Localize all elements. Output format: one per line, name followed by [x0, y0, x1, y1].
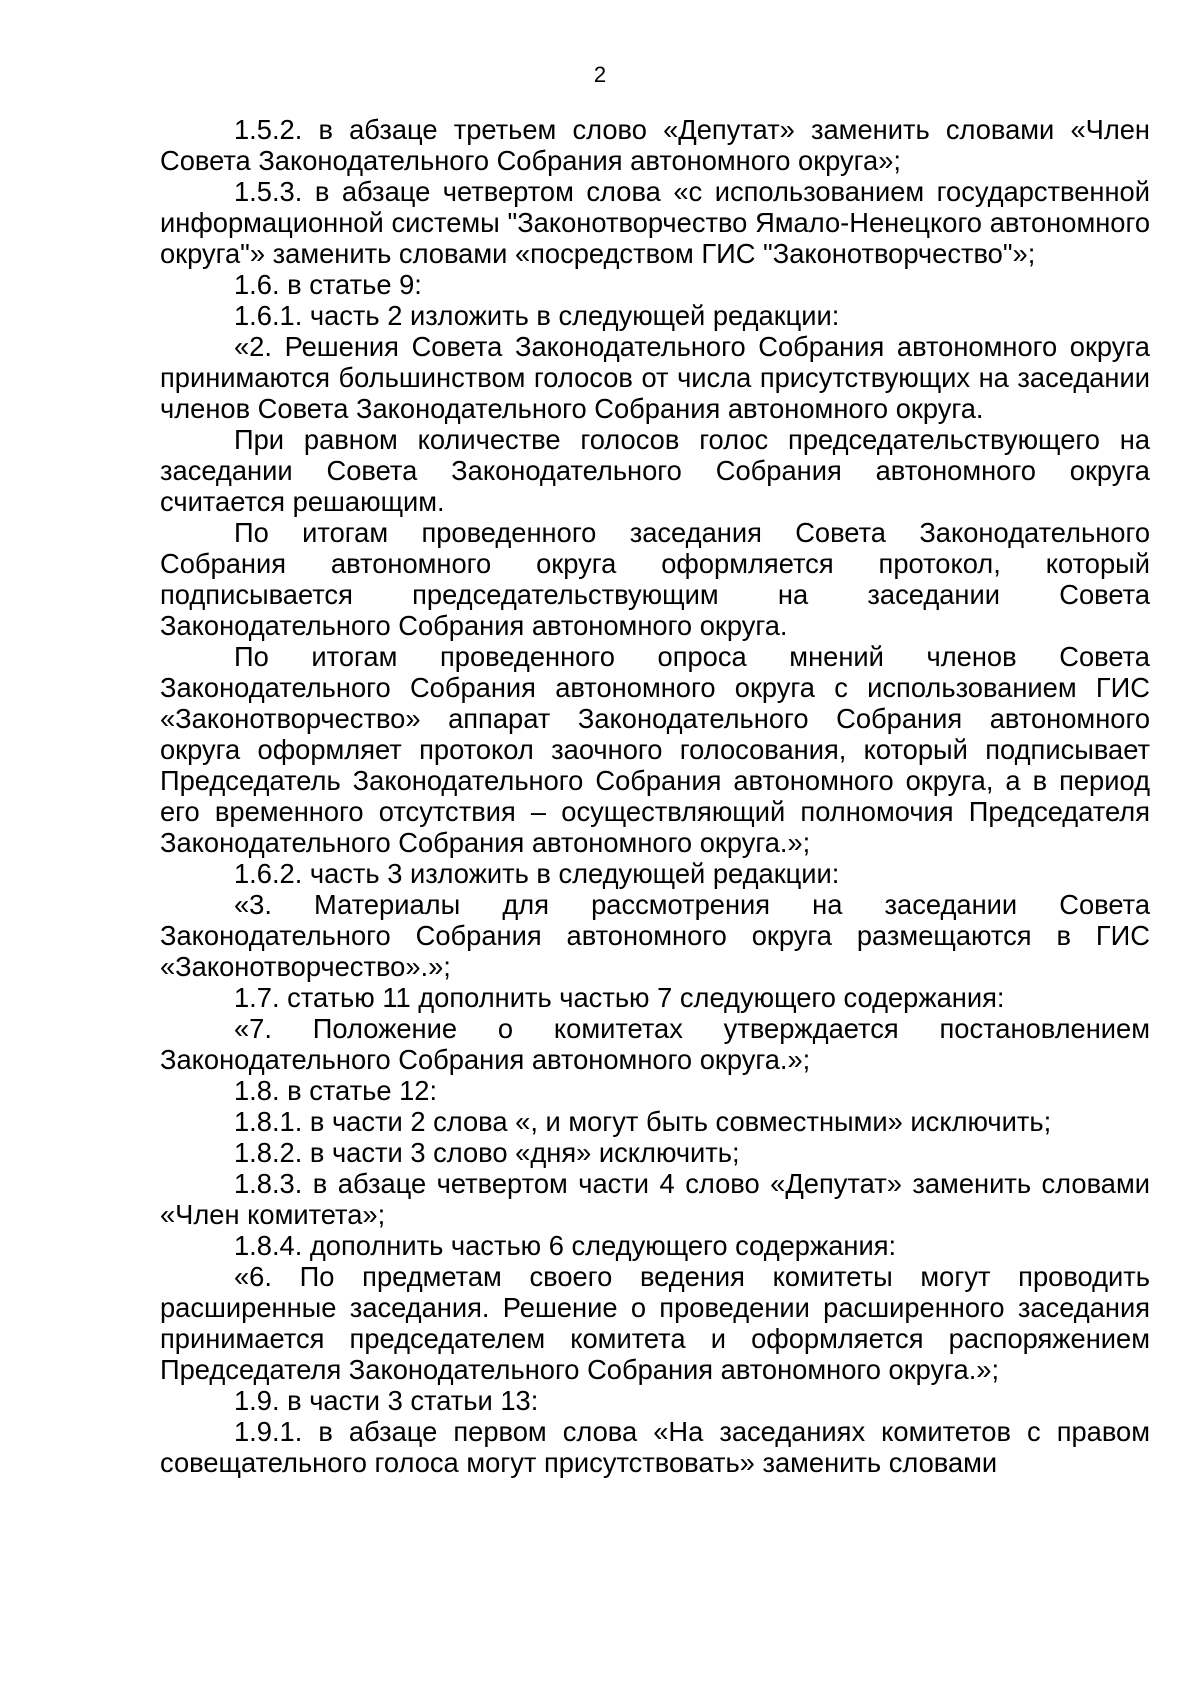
page-number: 2 — [593, 62, 607, 87]
paragraph-1-5-3: 1.5.3. в абзаце четвертом слова «с использованием государственной информационной системы "Законотворчество Ямало-Ненецкого автономного округа"» заменить словами «посредством ГИС "Законотворчество"»; — [160, 176, 1150, 269]
paragraph-part-2: «2. Решения Совета Законодательного Собрания автономного округа принимаются большинством голосов от числа присутствующих на заседании членов Совета Законодательного Собрания автономного округа. — [160, 331, 1150, 424]
paragraph-1-8-2: 1.8.2. в части 3 слово «дня» исключить; — [234, 1137, 740, 1168]
paragraph-1-6: 1.6. в статье 9: — [234, 269, 422, 300]
paragraph-1-5-2: 1.5.2. в абзаце третьем слово «Депутат» заменить словами «Член Совета Законодательного Собрания автономного округа»; — [160, 114, 1150, 176]
paragraph-1-8-4: 1.8.4. дополнить частью 6 следующего содержания: — [234, 1230, 897, 1261]
paragraph-equal-votes: При равном количестве голосов голос председательствующего на заседании Совета Законодательного Собрания автономного округа считается решающим. — [160, 424, 1150, 517]
paragraph-part-6: «6. По предметам своего ведения комитеты могут проводить расширенные заседания. Решение о проведении расширенного заседания принимается председателем комитета и оформляется распоряжением Председателя Законодательного Собрания автономного округа.»; — [160, 1261, 1150, 1385]
paragraph-1-6-1: 1.6.1. часть 2 изложить в следующей редакции: — [234, 300, 840, 331]
paragraph-1-8-3: 1.8.3. в абзаце четвертом части 4 слово «Депутат» заменить словами «Член комитета»; — [160, 1168, 1150, 1230]
paragraph-1-6-2: 1.6.2. часть 3 изложить в следующей редакции: — [234, 858, 840, 889]
paragraph-part-3: «3. Материалы для рассмотрения на заседании Совета Законодательного Собрания автономного округа размещаются в ГИС «Законотворчество».»; — [160, 889, 1150, 982]
document-body — [160, 114, 1150, 1478]
paragraph-part-7: «7. Положение о комитетах утверждается постановлением Законодательного Собрания автономного округа.»; — [160, 1013, 1150, 1075]
paragraph-absentee-protocol: По итогам проведенного опроса мнений членов Совета Законодательного Собрания автономного округа с использованием ГИС «Законотворчество» аппарат Законодательного Собрания автономного округа оформляет протокол заочного голосования, который подписывает Председатель Законодательного Собрания автономного округа, а в период его временного отсутствия – осуществляющий полномочия Председателя Законодательного Собрания автономного округа.»; — [160, 641, 1150, 858]
paragraph-1-9-1: 1.9.1. в абзаце первом слова «На заседаниях комитетов с правом совещательного голоса могут присутствовать» заменить словами — [160, 1416, 1150, 1478]
paragraph-1-9: 1.9. в части 3 статьи 13: — [234, 1385, 539, 1416]
paragraph-1-7: 1.7. статью 11 дополнить частью 7 следующего содержания: — [234, 982, 1005, 1013]
paragraph-1-8-1: 1.8.1. в части 2 слова «, и могут быть совместными» исключить; — [234, 1106, 1052, 1137]
paragraph-1-8: 1.8. в статье 12: — [234, 1075, 438, 1106]
paragraph-meeting-protocol: По итогам проведенного заседания Совета Законодательного Собрания автономного округа оформляется протокол, который подписывается председательствующим на заседании Совета Законодательного Собрания автономного округа. — [160, 517, 1150, 641]
